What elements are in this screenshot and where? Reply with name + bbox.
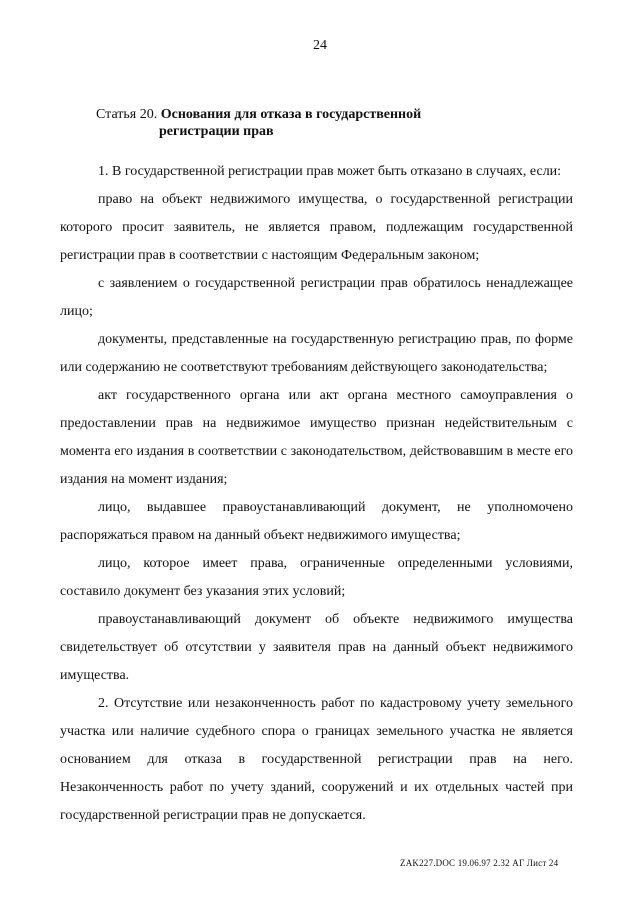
paragraph-section-2: 2. Отсутствие или незаконченность работ по кадастровому учету земельного участка или наличие судебного спора о границах земельного участка не является основанием для отказа в государственной регистрации прав на него. Незаконченность работ по учету зданий, сооружений и их отдельных частей при государственной регистрации прав не допускается. bbox=[60, 696, 573, 823]
paragraph-case-7: правоустанавливающий документ об объекте недвижимого имущества свидетельствует об отсутствии у заявителя прав на данный объект недвижимого имущества. bbox=[60, 612, 573, 683]
paragraph-case-4: акт государственного органа или акт органа местного самоуправления о предоставлении прав на недвижимое имущество признан недействительным с момента его издания в соответствии с законодательством, действовавшим в месте его издания на момент издания; bbox=[60, 388, 573, 487]
paragraph-case-1: право на объект недвижимого имущества, о государственной регистрации которого просит заявитель, не является правом, подлежащим государственной регистрации прав в соответствии с настоящим Федеральным законом; bbox=[60, 192, 573, 263]
paragraph-case-2: с заявлением о государственной регистрации прав обратилось ненадлежащее лицо; bbox=[60, 276, 573, 319]
article-title-line2: регистрации прав bbox=[159, 124, 274, 139]
article-title-line1: Основания для отказа в государственной bbox=[160, 107, 422, 122]
document-footer: ZAK227.DOC 19.06.97 2.32 АГ Лист 24 bbox=[400, 858, 559, 868]
paragraph-case-5: лицо, выдавшее правоустанавливающий документ, не уполномочено распоряжаться правом на данный объект недвижимого имущества; bbox=[60, 500, 573, 543]
paragraph-intro: 1. В государственной регистрации прав может быть отказано в случаях, если: bbox=[98, 164, 562, 179]
article-heading bbox=[96, 106, 576, 140]
article-body bbox=[60, 158, 573, 830]
paragraph-case-3: документы, представленные на государственную регистрацию прав, по форме или содержанию не соответствуют требованиям действующего законодательства; bbox=[60, 332, 573, 375]
article-label: Статья 20. bbox=[96, 107, 158, 122]
page-number: 24 bbox=[313, 38, 327, 53]
paragraph-case-6: лицо, которое имеет права, ограниченные определенными условиями, составило документ без указания этих условий; bbox=[60, 556, 573, 599]
